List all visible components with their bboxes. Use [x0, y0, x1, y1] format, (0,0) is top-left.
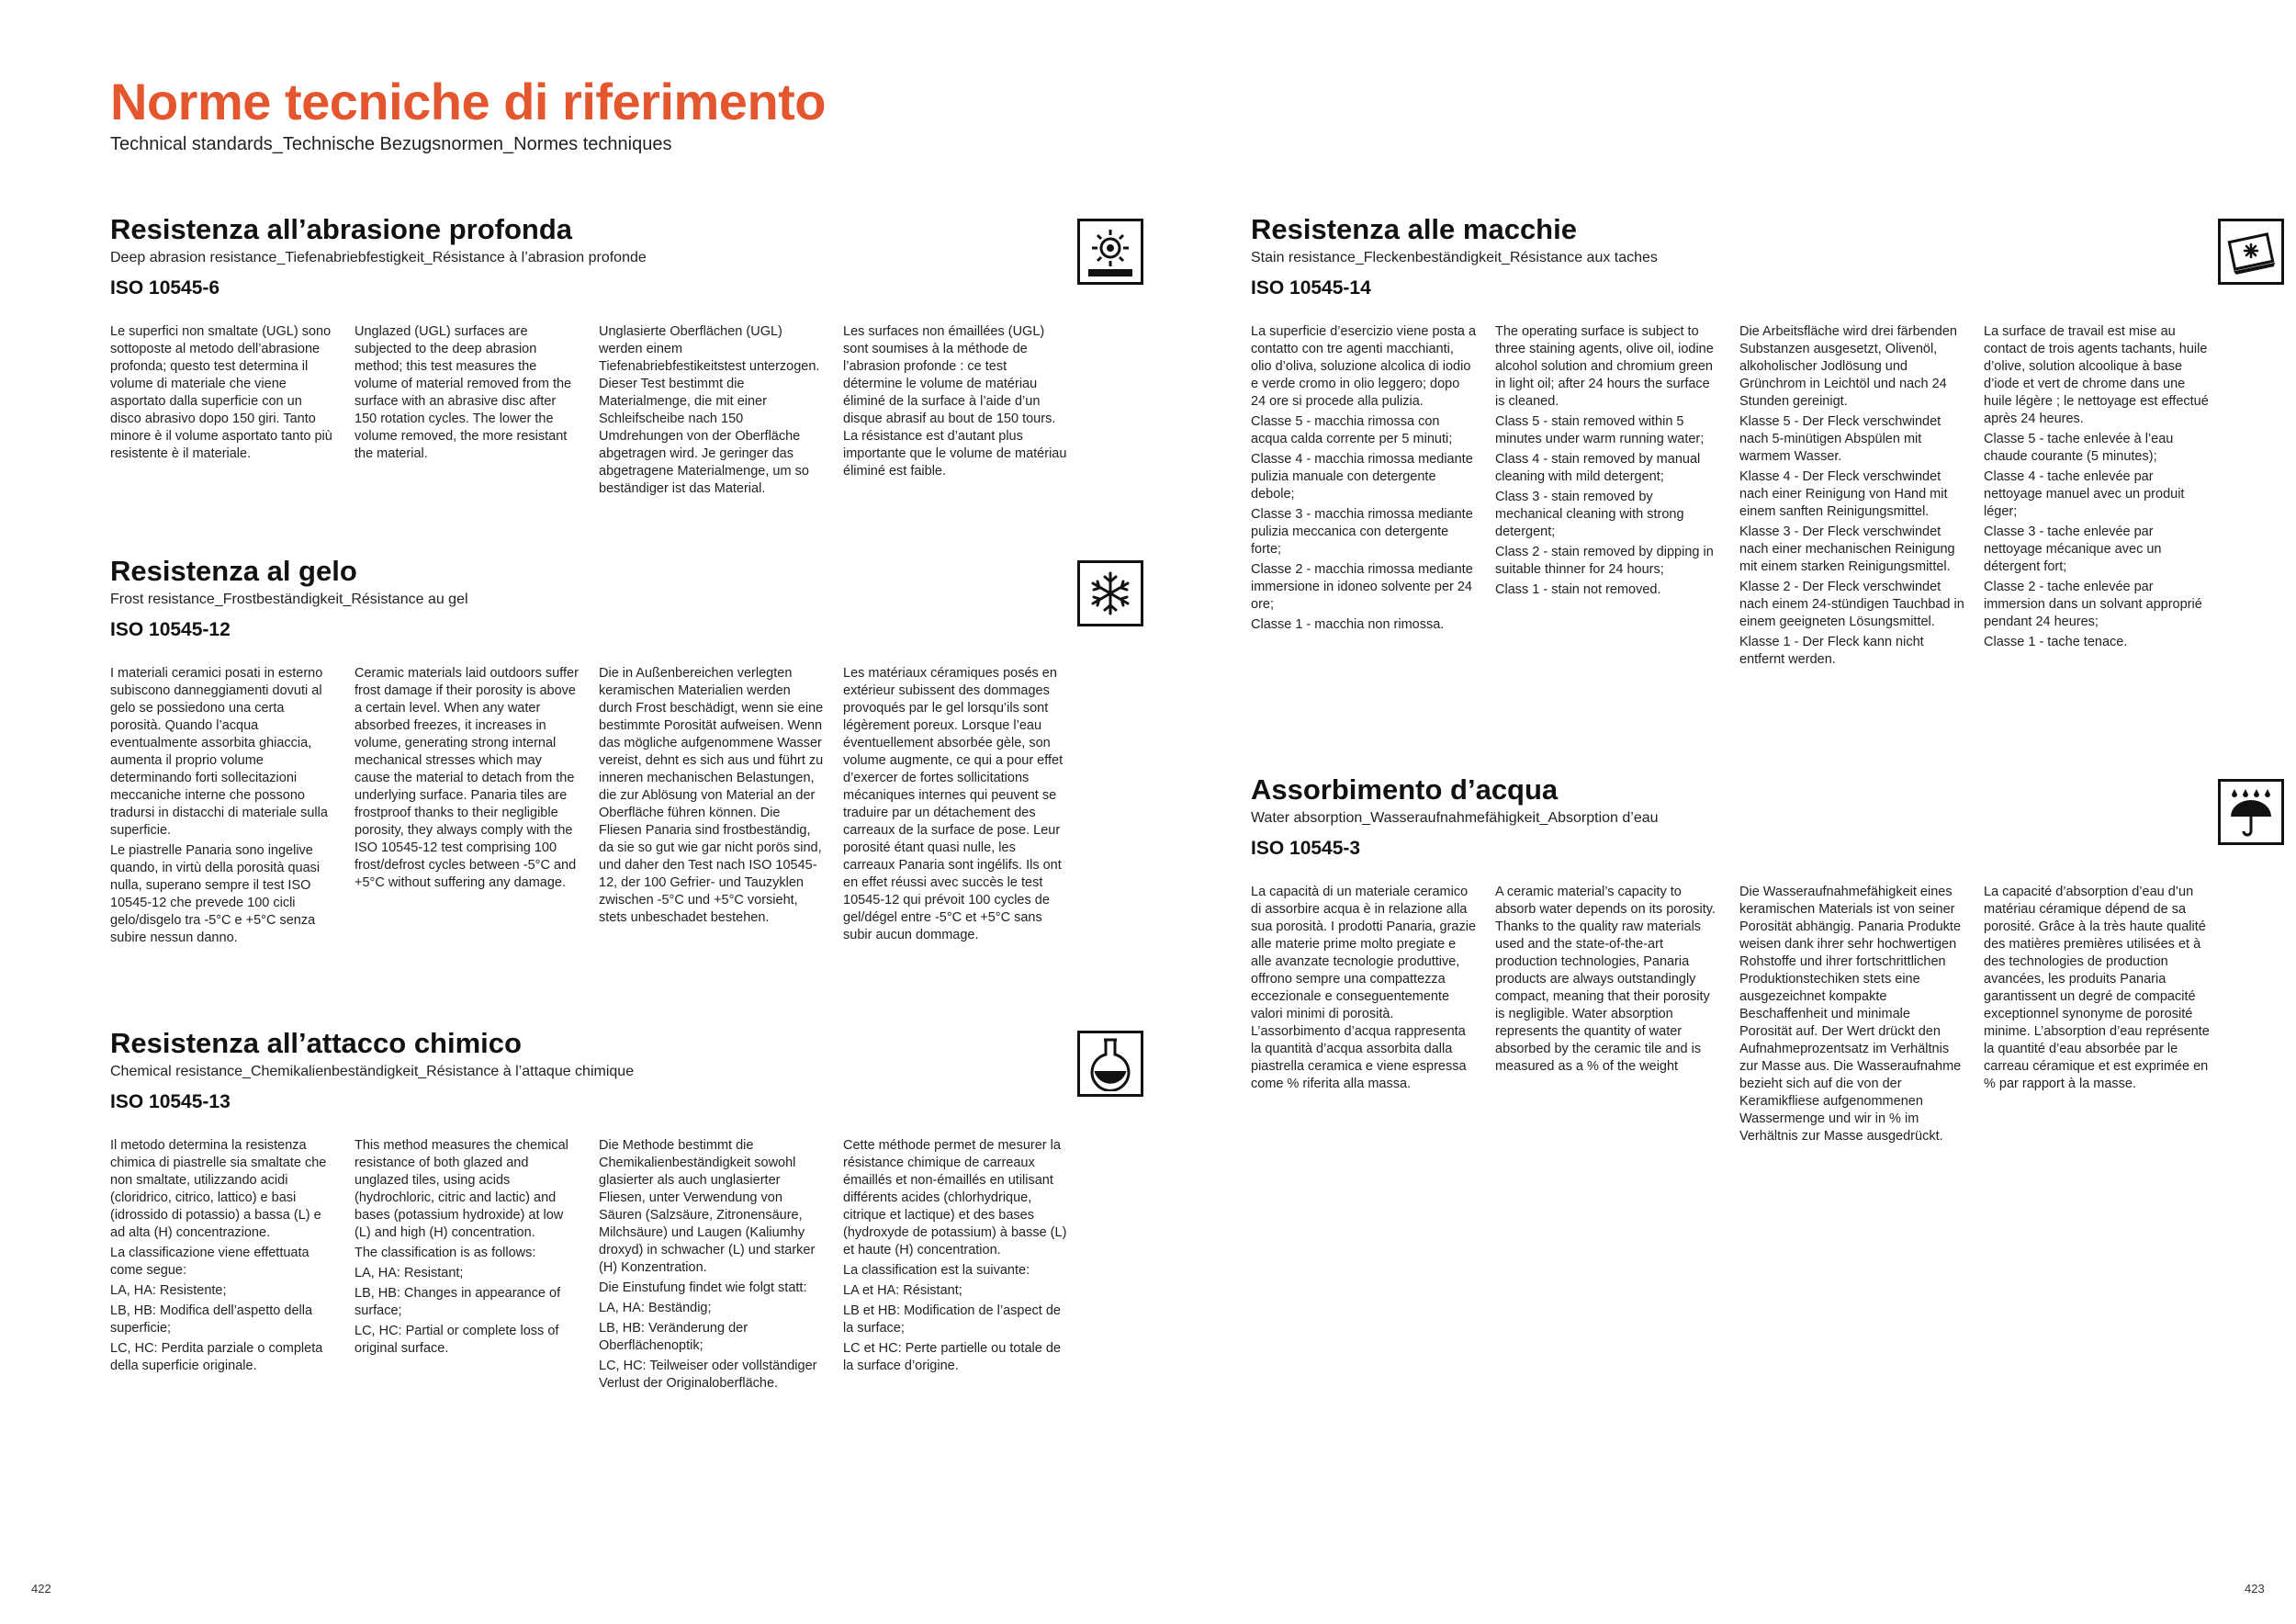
abrasion-sun-icon — [1077, 219, 1143, 285]
paragraph: Unglazed (UGL) surfaces are subjected to the deep abrasion method; this test measures the volume of material removed from the surface with an abrasive disc after 150 rotation cycles. The lower the volume removed, the more resistant the material. — [355, 324, 572, 461]
section-abrasion — [110, 213, 1143, 501]
paragraph: Cette méthode permet de mesurer la résistance chimique de carreaux émaillés et non-émaillés en utilisant différents acides (chlorhydrique, citrique et lactique) et des bases (hydroxyde de potassium) à basse (L) et haute (H) concentration. — [843, 1138, 1067, 1257]
text-columns — [110, 323, 1143, 501]
section-subtitle: Frost resistance_Frostbeständigkeit_Résistance au gel — [110, 592, 468, 607]
paragraph: Die Methode bestimmt die Chemikalienbeständigkeit sowohl glasierter als auch unglasierter Fliesen, unter Verwendung von Säuren (Salzsäure, Zitronensäure, Milchsäure) und Laugen (Kaliumhy droxyd) in schwacher (L) und starker (H) Konzentration. — [599, 1138, 816, 1275]
section-subtitle: Chemical resistance_Chemikalienbeständigkeit_Résistance à l’attaque chimique — [110, 1064, 635, 1079]
paragraph: LA, HA: Resistant; — [355, 1266, 464, 1280]
text-column — [355, 665, 580, 950]
paragraph: The classification is as follows: — [355, 1246, 536, 1260]
paragraph: The operating surface is subject to three staining agents, olive oil, iodine alcohol solution and chromium green in light oil; after 24 hours the surface is cleaned. — [1495, 324, 1714, 409]
paragraph: Die Wasseraufnahmefähigkeit eines keramischen Materials ist von seiner Porosität abhängig. Panaria Produkte weisen dank ihrer sehr hochwertigen Rohstoffe und ihrer fortschrittlichen Produktionstechiken stets eine ausgezeichnet kompakte Beschaffenheit und minimale Porosität auf. Der Wert drückt den Aufnahmeprozentsatz im Verhältnis zur Masse aus. Die Wasseraufnahme bezieht sich auf die von der Keramikfliese aufgenommenen Wassermenge und wir in % im Verhältnis zur Masse ausgedrückt. — [1739, 885, 1962, 1144]
paragraph: LB, HB: Changes in appearance of surface; — [355, 1286, 561, 1318]
paragraph: Class 5 - stain removed within 5 minutes under warm running water; — [1495, 414, 1705, 446]
text-column — [110, 323, 336, 501]
text-columns — [1251, 323, 2284, 671]
paragraph: Classe 4 - tache enlevée par nettoyage manuel avec un produit léger; — [1984, 469, 2185, 519]
paragraph: This method measures the chemical resistance of both glazed and unglazed tiles, using acids (hydrochloric, citric and lactic) and bases (potassium hydroxide) at low (L) and high (H) concentration. — [355, 1138, 568, 1240]
paragraph: Class 1 - stain not removed. — [1495, 582, 1661, 597]
paragraph: Classe 1 - macchia non rimossa. — [1251, 617, 1445, 632]
paragraph: Classe 5 - macchia rimossa con acqua calda corrente per 5 minuti; — [1251, 414, 1453, 446]
paragraph: LC, HC: Teilweiser oder vollständiger Verlust der Originaloberfläche. — [599, 1359, 817, 1391]
page-subtitle: Technical standards_Technische Bezugsnormen_Normes techniques — [110, 134, 672, 154]
text-columns — [110, 665, 1143, 950]
paragraph: Die Arbeitsfläche wird drei färbenden Substanzen ausgesetzt, Olivenöl, alkoholischer Jodlösung und Grünchrom in Leichtöl und nach 24 Stunden gereinigt. — [1739, 324, 1957, 409]
umbrella-rain-icon — [2218, 779, 2284, 845]
text-column — [1495, 323, 1721, 671]
text-column — [355, 323, 580, 501]
section-title: Resistenza al gelo — [110, 555, 357, 587]
paragraph: Klasse 3 - Der Fleck verschwindet nach einer mechanischen Reinigung mit einem starken Reinigungsmittel. — [1739, 524, 1955, 574]
paragraph: Class 4 - stain removed by manual cleaning with mild detergent; — [1495, 452, 1701, 484]
paragraph: LA et HA: Résistant; — [843, 1283, 962, 1298]
text-column — [1495, 884, 1721, 1148]
text-column — [599, 1137, 825, 1395]
paragraph: La surface de travail est mise au contact de trois agents tachants, huile d’olive, solution alcoolique à base d’iode et vert de chrome dans une huile légère ; le nettoyage est effectué après 24 heures. — [1984, 324, 2209, 426]
stain-icon — [2218, 219, 2284, 285]
paragraph: Klasse 5 - Der Fleck verschwindet nach 5-minütigen Abspülen mit warmem Wasser. — [1739, 414, 1941, 464]
paragraph: Classe 1 - tache tenace. — [1984, 635, 2128, 649]
paragraph: La superficie d’esercizio viene posta a contatto con tre agenti macchianti, olio d’oliva, soluzione alcolica di iodio e verde cromo in olio leggero; dopo 24 ore si procede alla pulizia. — [1251, 324, 1477, 409]
paragraph: Le superfici non smaltate (UGL) sono sottoposte al metodo dell’abrasione profonda; questo test determina il volume di materiale che viene asportato dalla superficie con un disco abrasivo dopo 150 giri. Tanto minore è il volume asportato tanto più resistente è il materiale. — [110, 324, 332, 461]
flask-icon — [1077, 1031, 1143, 1097]
section-subtitle: Water absorption_Wasseraufnahmefähigkeit_Absorption d’eau — [1251, 810, 1659, 826]
text-column — [599, 323, 825, 501]
paragraph: LB et HB: Modification de l’aspect de la surface; — [843, 1303, 1061, 1336]
paragraph: Les surfaces non émaillées (UGL) sont soumises à la méthode de l’abrasion profonde : ce test détermine le volume de matériau éliminé de la surface à l’aide d’un disque abrasif au bout de 150 tours. La résistance est d’autant plus importante que le volume de matériau éliminé est faible. — [843, 324, 1067, 479]
text-column — [843, 665, 1069, 950]
text-columns — [1251, 884, 2284, 1148]
text-column — [843, 323, 1069, 501]
paragraph: I materiali ceramici posati in esterno subiscono danneggiamenti dovuti al gelo se possiedono una certa porosità. Quando l’acqua eventualmente assorbita ghiaccia, aumenta il proprio volume determinando forti sollecitazioni meccaniche interne che possono tradursi in distacchi di materiale sulla superficie. — [110, 666, 328, 838]
paragraph: LA, HA: Resistente; — [110, 1283, 227, 1298]
iso-code: ISO 10545-12 — [110, 619, 231, 640]
iso-code: ISO 10545-6 — [110, 277, 220, 299]
paragraph: Class 3 - stain removed by mechanical cleaning with strong detergent; — [1495, 490, 1684, 539]
paragraph: Klasse 1 - Der Fleck kann nicht entfernt werden. — [1739, 635, 1924, 667]
paragraph: Class 2 - stain removed by dipping in suitable thinner for 24 hours; — [1495, 545, 1714, 577]
text-columns — [110, 1137, 1143, 1395]
paragraph: Classe 3 - tache enlevée par nettoyage mécanique avec un détergent fort; — [1984, 524, 2162, 574]
section-title: Resistenza alle macchie — [1251, 213, 1577, 245]
paragraph: A ceramic material’s capacity to absorb water depends on its porosity. Thanks to the quality raw materials used and the state-of-the-art production technologies, Panaria products are always outstandingly compact, meaning that their porosity is negligible. Water absorption represents the quantity of water absorbed by the ceramic tile and is measured as a % of the weight — [1495, 885, 1716, 1074]
section-water — [1251, 773, 2284, 1148]
snowflake-icon — [1077, 560, 1143, 626]
paragraph: Les matériaux céramiques posés en extérieur subissent des dommages provoqués par le gel lorsqu’ils sont légèrement poreux. Lorsque l’eau éventuellement absorbée gèle, son volume augmente, ce qui a pour effet d’exercer de fortes sollicitations mécaniques internes qui peuvent se traduire par un détachement des carreaux de la surface de pose. Leur porosité étant quasi nulle, les carreaux Panaria sont ingélifs. Ils ont en effet réussi avec succès le test 10545-12 qui prévoit 100 cycles de gel/dégel entre -5°C et +5°C sans subir aucun dommage. — [843, 666, 1064, 942]
page-number-left: 422 — [31, 1582, 51, 1596]
page-title: Norme tecniche di riferimento — [110, 73, 827, 130]
section-title: Resistenza all’abrasione profonda — [110, 213, 573, 245]
paragraph: Die Einstufung findet wie folgt statt: — [599, 1280, 807, 1295]
paragraph: Classe 4 - macchia rimossa mediante pulizia manuale con detergente debole; — [1251, 452, 1473, 502]
section-title: Assorbimento d’acqua — [1251, 773, 1559, 806]
section-stain — [1251, 213, 2284, 671]
paragraph: Classe 3 - macchia rimossa mediante pulizia meccanica con detergente forte; — [1251, 507, 1473, 557]
paragraph: Ceramic materials laid outdoors suffer frost damage if their porosity is above a certain level. When any water absorbed freezes, it increases in volume, generating strong internal mechanical stresses which may cause the material to detach from the underlying surface. Panaria tiles are frostproof thanks to their negligible porosity, they always comply with the ISO 10545-12 test comprising 100 frost/defrost cycles between -5°C and +5°C without suffering any damage. — [355, 666, 579, 890]
text-column — [1984, 884, 2210, 1148]
paragraph: LC et HC: Perte partielle ou totale de la surface d’origine. — [843, 1341, 1061, 1373]
text-column — [1251, 323, 1477, 671]
section-frost — [110, 555, 1143, 950]
paragraph: Classe 5 - tache enlevée à l’eau chaude courante (5 minutes); — [1984, 432, 2174, 464]
paragraph: La classificazione viene effettuata come segue: — [110, 1246, 310, 1278]
text-column — [110, 1137, 336, 1395]
paragraph: La classification est la suivante: — [843, 1263, 1030, 1278]
paragraph: LC, HC: Partial or complete loss of original surface. — [355, 1324, 559, 1356]
text-column — [1984, 323, 2210, 671]
text-column — [1251, 884, 1477, 1148]
text-column — [599, 665, 825, 950]
paragraph: LC, HC: Perdita parziale o completa della superficie originale. — [110, 1341, 323, 1373]
text-column — [355, 1137, 580, 1395]
paragraph: La capacità di un materiale ceramico di assorbire acqua è in relazione alla sua porosità. I prodotti Panaria, grazie alle materie prime molto pregiate e alle avanzate tecnologie produttive, offrono sempre una compattezza eccezionale e conseguentemente valori minimi di porosità. L’assorbimento d’acqua rappresenta la quantità d’acqua assorbita dalla piastrella ceramica e viene espressa come % riferita alla massa. — [1251, 885, 1477, 1091]
section-subtitle: Deep abrasion resistance_Tiefenabriebfestigkeit_Résistance à l’abrasion profonde — [110, 250, 647, 265]
section-subtitle: Stain resistance_Fleckenbeständigkeit_Résistance aux taches — [1251, 250, 1658, 265]
iso-code: ISO 10545-13 — [110, 1091, 231, 1112]
paragraph: Klasse 4 - Der Fleck verschwindet nach einer Reinigung von Hand mit einem sanften Reinigungsmittel. — [1739, 469, 1948, 519]
paragraph: La capacité d’absorption d’eau d’un matériau céramique dépend de sa porosité. Grâce à la très haute qualité des matières premières utilisées et à des technologies de production avancées, les produits Panaria garantissent un degré de compacité exceptionnel synonyme de porosité minime. L’absorption d’eau représente la quantité d’eau absorbée par le carreau céramique et est exprimée en % par rapport à la masse. — [1984, 885, 2210, 1091]
paragraph: Il metodo determina la resistenza chimica di piastrelle sia smaltate che non smaltate, utilizzando acidi (cloridrico, citrico, lattico) e basi (idrossido di potassio) a bassa (L) e ad alta (H) concentrazione. — [110, 1138, 327, 1240]
page-number-right: 423 — [2245, 1582, 2265, 1596]
paragraph: Le piastrelle Panaria sono ingelive quando, in virtù della porosità quasi nulla, superano sempre il test ISO 10545-12 che prevede 100 cicli gelo/disgelo tra -5°C e +5°C senza subire nessun danno. — [110, 843, 321, 945]
iso-code: ISO 10545-3 — [1251, 838, 1361, 859]
text-column — [843, 1137, 1069, 1395]
paragraph: LB, HB: Veränderung der Oberflächenoptik; — [599, 1321, 748, 1353]
paragraph: Classe 2 - macchia rimossa mediante immersione in idoneo solvente per 24 ore; — [1251, 562, 1473, 612]
iso-code: ISO 10545-14 — [1251, 277, 1371, 299]
paragraph: Klasse 2 - Der Fleck verschwindet nach einem 24-stündigen Tauchbad in einem geeigneten Lösungsmittel. — [1739, 580, 1964, 629]
paragraph: LA, HA: Beständig; — [599, 1301, 712, 1315]
paragraph: Classe 2 - tache enlevée par immersion dans un solvant approprié pendant 24 heures; — [1984, 580, 2202, 629]
text-column — [110, 665, 336, 950]
text-column — [1739, 323, 1965, 671]
text-column — [1739, 884, 1965, 1148]
paragraph: LB, HB: Modifica dell’aspetto della superficie; — [110, 1303, 313, 1336]
paragraph: Die in Außenbereichen verlegten keramischen Materialien werden durch Frost beschädigt, wenn sie eine bestimmte Porosität aufweisen. Wenn das mögliche aufgenommene Wasser vereist, dehnt es sich aus und führt zu inneren mechanischen Belastungen, die zur Ablösung von Material an der Oberfläche führen können. Die Fliesen Panaria sind frostbeständig, da sie so gut wie gar nicht porös sind, und daher den Test nach ISO 10545-12, der 100 Gefrier- und Tauzyklen zwischen -5°C und +5°C vorsieht, stets unbeschadet bestehen. — [599, 666, 824, 925]
section-title: Resistenza all’attacco chimico — [110, 1027, 522, 1059]
section-chemical — [110, 1027, 1143, 1395]
paragraph: Unglasierte Oberflächen (UGL) werden einem Tiefenabriebfestikeitstest unterzogen. Dieser Test bestimmt die Materialmenge, die mit einer Schleifscheibe nach 150 Umdrehungen von der Oberfläche abgetragen wird. Je geringer das abgetragene Materialmenge, um so beständiger ist das Material. — [599, 324, 820, 496]
